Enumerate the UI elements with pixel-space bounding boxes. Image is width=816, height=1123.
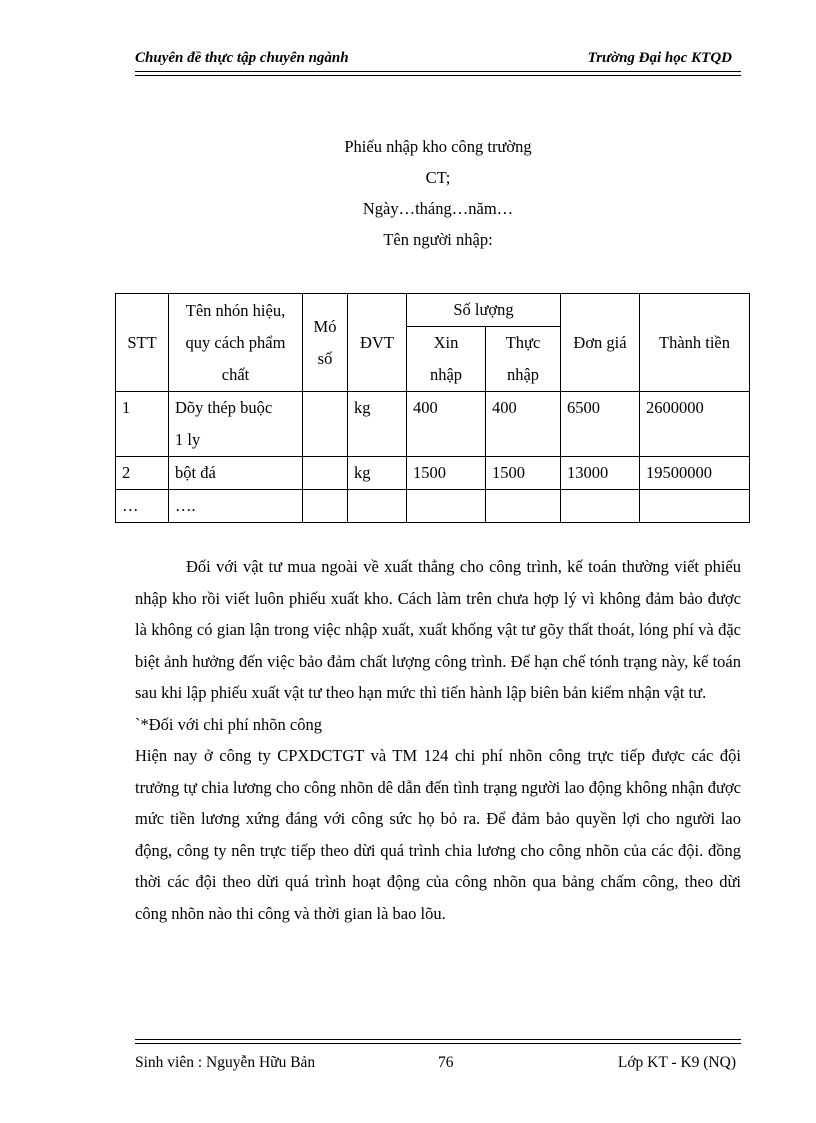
goods-receipt-table — [115, 293, 750, 523]
header-actual-line1: Thực — [505, 333, 541, 352]
cell-price — [561, 490, 640, 523]
header-rule-thick — [135, 71, 741, 72]
form-importer-line: Tên người nhập: — [383, 230, 493, 249]
cell-item-name-line1: Dõy thép buộc — [175, 398, 273, 417]
body-text — [135, 551, 741, 929]
header-actual-line2: nhập — [506, 365, 540, 384]
header-amount: Thành tiền — [640, 294, 750, 392]
cell-actual: 400 — [486, 392, 561, 457]
footer-rule-thick — [135, 1043, 741, 1044]
paragraph-external-materials: Đối với vật tư mua ngoài về xuất thẳng cho công trình, kế toán thường viết phiếu nhập kho rồi viết luôn phiếu xuất kho. Cách làm trên chưa hợp lý vì không đảm bảo được là không có gian lận trong việc nhập xuất, xuất khống vật tư gõy thất thoát, lóng phí và đặc biệt ảnh hưởng đến việc bảo đảm chất lượng công trình. Để hạn chế tónh trạng này, kế toán sau khi lập phiếu xuất vật tư theo hạn mức thì tiến hành lập biên bản kiểm nhận vật tư. — [135, 557, 741, 702]
cell-stt: 1 — [116, 392, 169, 457]
table-row — [116, 457, 750, 490]
cell-requested: 400 — [407, 392, 486, 457]
header-quantity: Số lượng — [407, 294, 561, 327]
form-date-line: Ngày…tháng…năm… — [362, 199, 514, 218]
footer-class: Lớp KT - K9 (NQ) — [617, 1054, 736, 1071]
form-site-code: CT; — [425, 168, 451, 187]
paragraph-labor-cost: Hiện nay ở công ty CPXDCTGT và TM 124 chi phí nhõn công trực tiếp được các đội trưởng tự chia lương cho công nhõn dê dẫn đến tình trạng người lao động không nhận được mức tiền lương xứng đáng với công sức họ bỏ ra. Để đảm bảo quyền lợi cho người lao động, công ty nên trực tiếp theo dừi quá trình chia lương cho công nhõn của các đội. đồng thời các đội theo dừi quá trình hoạt động của công nhõn qua bảng chấm công, theo dừi công nhõn nào thi công và thời gian là bao lõu. — [135, 746, 741, 923]
cell-unit — [348, 490, 407, 523]
header-actual-qty — [486, 327, 561, 392]
header-unit: ĐVT — [348, 294, 407, 392]
header-requested-line2: nhập — [429, 365, 463, 384]
cell-item-name: …. — [169, 490, 303, 523]
cell-code — [303, 490, 348, 523]
header-item-name-line2: quy cách phẩm — [185, 332, 286, 352]
cell-unit: kg — [348, 392, 407, 457]
section-heading-labor-cost: `*Đối với chi phí nhõn công — [135, 714, 322, 734]
cell-price: 13000 — [561, 457, 640, 490]
header-item-name-line1: Tên nhón hiệu, — [185, 300, 286, 320]
header-code — [303, 294, 348, 392]
table-header-row — [116, 294, 750, 327]
cell-code — [303, 457, 348, 490]
header-rule-thin — [135, 75, 741, 76]
header-stt: STT — [116, 294, 169, 392]
header-item-name — [169, 294, 303, 392]
page-header — [135, 48, 735, 70]
cell-stt: … — [116, 490, 169, 523]
cell-item-name-line2: 1 ly — [175, 430, 201, 449]
cell-amount: 2600000 — [640, 392, 750, 457]
cell-price: 6500 — [561, 392, 640, 457]
page-number: 76 — [438, 1054, 454, 1071]
form-title: Phiếu nhập kho công trường — [344, 137, 532, 156]
form-title-block — [135, 131, 741, 255]
cell-item-name: bột đá — [169, 457, 303, 490]
cell-unit: kg — [348, 457, 407, 490]
table-row — [116, 392, 750, 457]
page-footer — [135, 1054, 741, 1076]
cell-item-name — [169, 392, 303, 457]
cell-amount: 19500000 — [640, 457, 750, 490]
footer-student: Sinh viên : Nguyễn Hữu Bản — [135, 1054, 316, 1071]
cell-actual — [486, 490, 561, 523]
cell-requested — [407, 490, 486, 523]
header-right-text: Trường Đại học KTQD — [587, 50, 732, 66]
cell-requested: 1500 — [407, 457, 486, 490]
header-unit-price: Đơn giá — [561, 294, 640, 392]
header-item-name-line3: chất — [221, 364, 250, 384]
cell-amount — [640, 490, 750, 523]
cell-actual: 1500 — [486, 457, 561, 490]
table-row — [116, 490, 750, 523]
cell-stt: 2 — [116, 457, 169, 490]
header-code-line1: Mó — [313, 316, 337, 336]
header-requested-qty — [407, 327, 486, 392]
cell-code — [303, 392, 348, 457]
header-code-line2: số — [317, 348, 333, 368]
header-requested-line1: Xin — [433, 333, 459, 352]
header-left-text: Chuyên đề thực tập chuyên ngành — [135, 50, 349, 66]
footer-rule-thin — [135, 1039, 741, 1040]
